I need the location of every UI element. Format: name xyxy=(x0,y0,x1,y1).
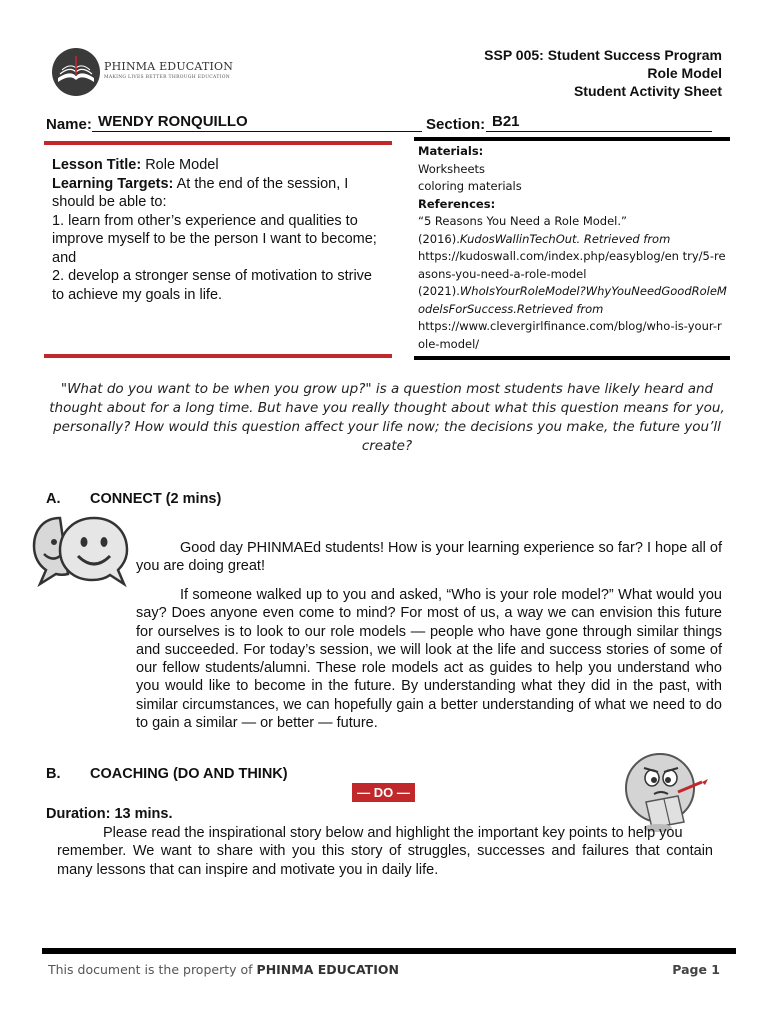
section-label: Section: xyxy=(426,116,486,133)
reference-1-title: “5 Reasons You Need a Role Model.” xyxy=(418,214,627,228)
reading-character-icon xyxy=(618,752,722,834)
lesson-box xyxy=(52,156,382,304)
logo-brand: PHINMA EDUCATION xyxy=(104,60,234,73)
chat-smiley-icon xyxy=(30,512,130,592)
learning-target-1: 1. learn from other’s experience and qualities to improve myself to be the person I want to become; and xyxy=(52,212,377,266)
footer-ownership xyxy=(48,962,399,977)
reference-1-url[interactable]: https://kudoswall.com/index.php/easyblog/en try/5-reasons-you-need-a-role-model xyxy=(418,249,726,281)
section-b-title: COACHING (DO AND THINK) xyxy=(90,766,288,782)
materials-heading: Materials: xyxy=(418,144,484,158)
do-badge: — DO — xyxy=(352,783,415,802)
reference-1-year: (2016). xyxy=(418,231,460,246)
intro-quote: "What do you want to be when you grow up?" is a question most students have likely heard and thought about for a long time. But have you really thought about what this question means for you, personally? How would this question affect your life now; the decisions you make, the future you’ll create? xyxy=(49,381,725,454)
document-titles xyxy=(484,46,722,100)
section-a-letter: A. xyxy=(46,491,61,507)
lesson-title-line xyxy=(52,156,382,175)
program-title: SSP 005: Student Success Program xyxy=(484,47,722,63)
reference-2-source xyxy=(418,283,728,318)
material-item: coloring materials xyxy=(418,179,522,193)
references-heading: References: xyxy=(418,196,496,211)
learning-targets-label: Learning Targets: xyxy=(52,175,174,192)
name-value: WENDY RONQUILLO xyxy=(98,113,248,130)
rule-bottom-right xyxy=(414,356,730,360)
footer-rule xyxy=(42,948,736,954)
logo-text xyxy=(104,60,233,80)
learning-targets-intro: At the end of the session, I should be able to: xyxy=(52,175,349,210)
section-b-letter: B. xyxy=(46,766,61,782)
learning-target-2: 2. develop a stronger sense of motivation to strive to achieve my goals in life. xyxy=(52,268,372,303)
name-label: Name: xyxy=(46,116,92,133)
learning-targets-line xyxy=(52,175,382,212)
footer-owner: PHINMA EDUCATION xyxy=(256,962,399,977)
reference-2-publisher: WhoIsYourRoleModel?WhyYouNeedGoodRoleModelsForSuccess.Retrieved from xyxy=(418,284,727,316)
rule-bottom-left xyxy=(44,354,392,358)
lesson-title-value: Role Model xyxy=(145,157,219,173)
topic-title: Role Model xyxy=(647,65,722,81)
footer-prefix: This document is the property of xyxy=(48,962,253,977)
section-underline xyxy=(486,131,712,132)
section-a-title: CONNECT (2 mins) xyxy=(90,491,222,507)
duration-label: Duration: 13 mins. xyxy=(46,806,173,822)
section-b-paragraph xyxy=(57,824,713,879)
reference-2-url[interactable]: https://www.clevergirlfinance.com/blog/who-is-your-role-model/ xyxy=(418,319,722,351)
section-a-paragraph-2: If someone walked up to you and asked, “Who is your role model?” What would you say? Does anyone even come to mind? For most of us, a way we can envision this future for ourselves is to look to our role models — people who have gone through similar things and succeeded. For today’s session, we will look at the life and success stories of some of our fellow students/alumni. These role models act as guides to help you understand who you would like to become in the future. By understanding what they did in the past, with similar circumstances, we can hopefully gain a better understanding of what we need to do to gain a similar — or better — future. xyxy=(136,587,722,732)
reference-2-year: (2021). xyxy=(418,284,460,298)
section-b-paragraph-rest: remember. We want to share with you this story of struggles, successes and failures that contain many lessons that can inspire and motivate you in daily life. xyxy=(57,843,713,878)
section-b-paragraph-first-line: Please read the inspirational story below and highlight the important key points to help you xyxy=(103,825,683,841)
reference-1-publisher: KudosWallinTechOut. Retrieved from xyxy=(459,231,671,246)
materials-references xyxy=(418,143,728,353)
reference-1-source xyxy=(418,231,728,249)
section-value: B21 xyxy=(492,113,520,130)
rule-top-left xyxy=(44,141,392,145)
rule-top-right xyxy=(414,137,730,141)
section-a-paragraph-1: Good day PHINMAEd students! How is your learning experience so far? I hope all of you are doing great! xyxy=(136,540,722,575)
logo-tagline: MAKING LIVES BETTER THROUGH EDUCATION xyxy=(104,75,230,80)
book-globe-icon xyxy=(50,46,102,98)
name-underline xyxy=(92,131,422,132)
material-item: Worksheets xyxy=(418,161,486,176)
page-number: Page 1 xyxy=(672,962,720,977)
lesson-title-label: Lesson Title: xyxy=(52,157,142,173)
doc-type-title: Student Activity Sheet xyxy=(573,83,722,99)
